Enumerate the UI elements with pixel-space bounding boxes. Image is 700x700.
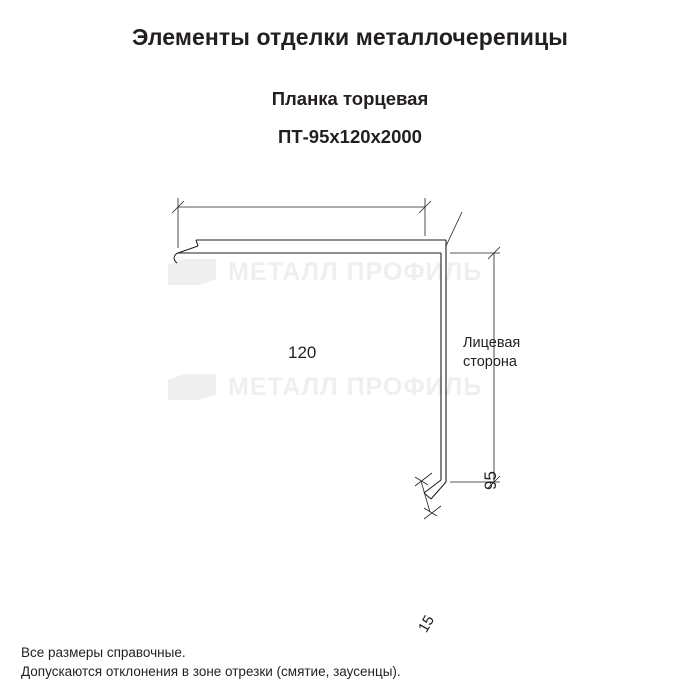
profile-hem bbox=[174, 246, 198, 263]
leader-face-side bbox=[446, 212, 462, 246]
ext-line-lip-bottom bbox=[424, 506, 441, 519]
face-side-line1: Лицевая bbox=[463, 335, 521, 351]
dimension-label-120: 120 bbox=[288, 343, 317, 362]
product-name: Планка торцевая bbox=[271, 88, 429, 109]
profile-drawing-svg bbox=[0, 150, 700, 570]
footnote-line-2: Допускаются отклонения в зоне отрезки (смятие, заусенцы). bbox=[21, 664, 401, 680]
face-side-line2: сторона bbox=[463, 353, 517, 370]
watermark-text: МЕТАЛЛ ПРОФИЛЬ bbox=[228, 258, 483, 286]
leader-line bbox=[446, 212, 462, 246]
product-code: ПТ-95x120x2000 bbox=[278, 126, 422, 147]
dimension-label-95: 95 bbox=[481, 471, 500, 490]
dimension-label-15: 15 bbox=[415, 612, 439, 636]
footnotes bbox=[21, 643, 401, 682]
profile-lip-inner bbox=[431, 482, 446, 499]
page-title: Элементы отделки металлочерепицы bbox=[131, 24, 568, 50]
footnote-line-1: Все размеры справочные. bbox=[21, 644, 186, 660]
dim-tick-lip-bottom bbox=[424, 508, 437, 516]
face-side-annotation bbox=[463, 334, 520, 372]
ext-line-lip-top bbox=[415, 473, 432, 486]
technical-drawing bbox=[0, 150, 700, 636]
watermark-text: МЕТАЛЛ ПРОФИЛЬ bbox=[228, 373, 483, 401]
profile-hem-inner bbox=[196, 240, 198, 246]
